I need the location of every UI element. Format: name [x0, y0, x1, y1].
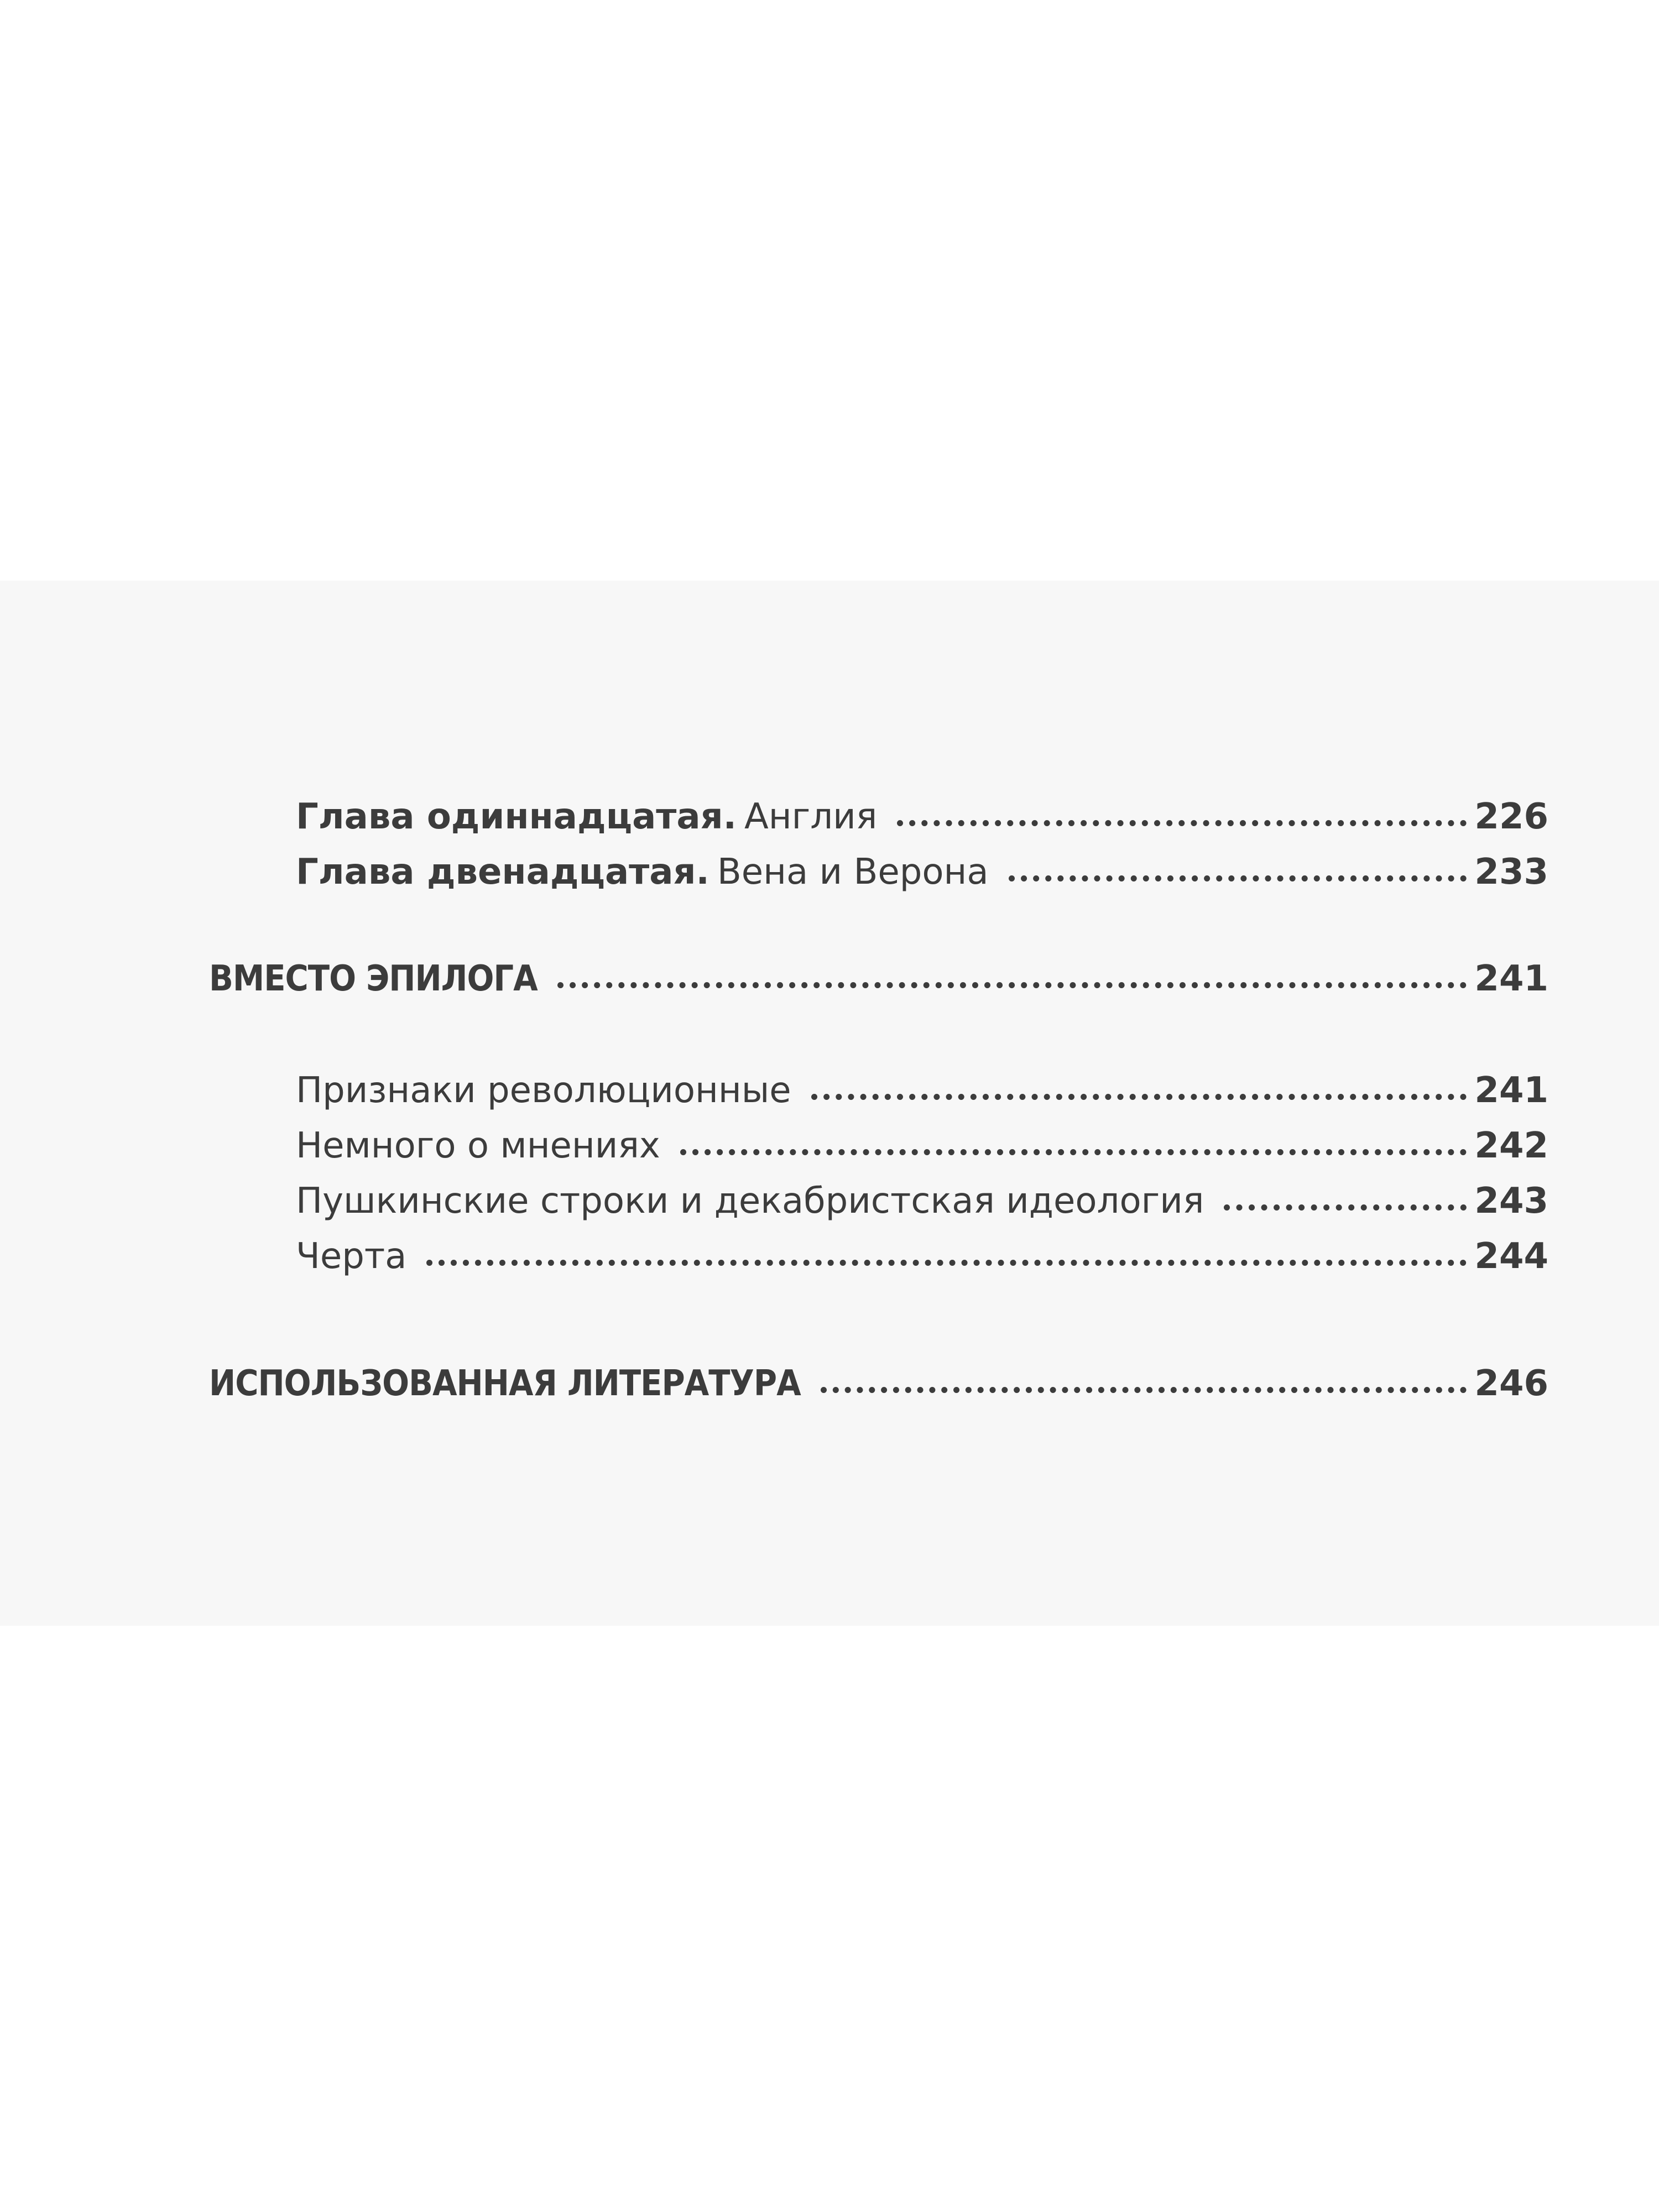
toc-entry-revolutionary-signs[interactable]	[296, 1070, 1548, 1111]
toc-entry-about-opinions[interactable]	[296, 1125, 1548, 1166]
dot-leader	[557, 982, 1467, 988]
toc-entry-page-number: 244	[1474, 1236, 1548, 1277]
toc-entry-page-number: 246	[1474, 1363, 1548, 1404]
toc-entry-title: ВМЕСТО ЭПИЛОГА	[209, 958, 538, 999]
dot-leader	[1224, 1204, 1467, 1211]
toc-entry-chapter-label: Глава одиннадцатая.	[296, 796, 737, 837]
toc-entry-page-number: 242	[1474, 1125, 1548, 1166]
toc-entry-chapter-11[interactable]	[296, 796, 1548, 837]
toc-entry-chapter-label: Глава двенадцатая.	[296, 852, 709, 893]
toc-entry-page-number: 233	[1474, 852, 1548, 893]
dot-leader	[426, 1260, 1467, 1266]
toc-entry-chapter-12[interactable]	[296, 852, 1548, 893]
toc-entry-title: Англия	[744, 796, 878, 837]
toc-entry-title: Немного о мнениях	[296, 1125, 660, 1166]
dot-leader	[1009, 875, 1467, 881]
toc-entry-page-number: 241	[1474, 958, 1548, 999]
toc-entry-title: ИСПОЛЬЗОВАННАЯ ЛИТЕРАТУРА	[209, 1363, 801, 1404]
dot-leader	[811, 1094, 1467, 1100]
toc-entry-line[interactable]	[296, 1236, 1548, 1277]
dot-leader	[821, 1387, 1467, 1393]
toc-entry-epilogue[interactable]	[209, 958, 1548, 999]
dot-leader	[680, 1149, 1467, 1155]
toc-entry-title: Признаки революционные	[296, 1070, 791, 1111]
toc-entry-title: Пушкинские строки и декабристская идеология	[296, 1181, 1204, 1222]
toc-entry-title: Черта	[296, 1236, 407, 1277]
toc-entry-pushkin-lines[interactable]	[296, 1181, 1548, 1222]
toc-entry-bibliography[interactable]	[209, 1363, 1548, 1404]
toc-entry-title: Вена и Верона	[717, 852, 989, 893]
toc-entry-page-number: 243	[1474, 1181, 1548, 1222]
dot-leader	[897, 820, 1467, 826]
toc-entry-page-number: 241	[1474, 1070, 1548, 1111]
toc-entry-page-number: 226	[1474, 796, 1548, 837]
